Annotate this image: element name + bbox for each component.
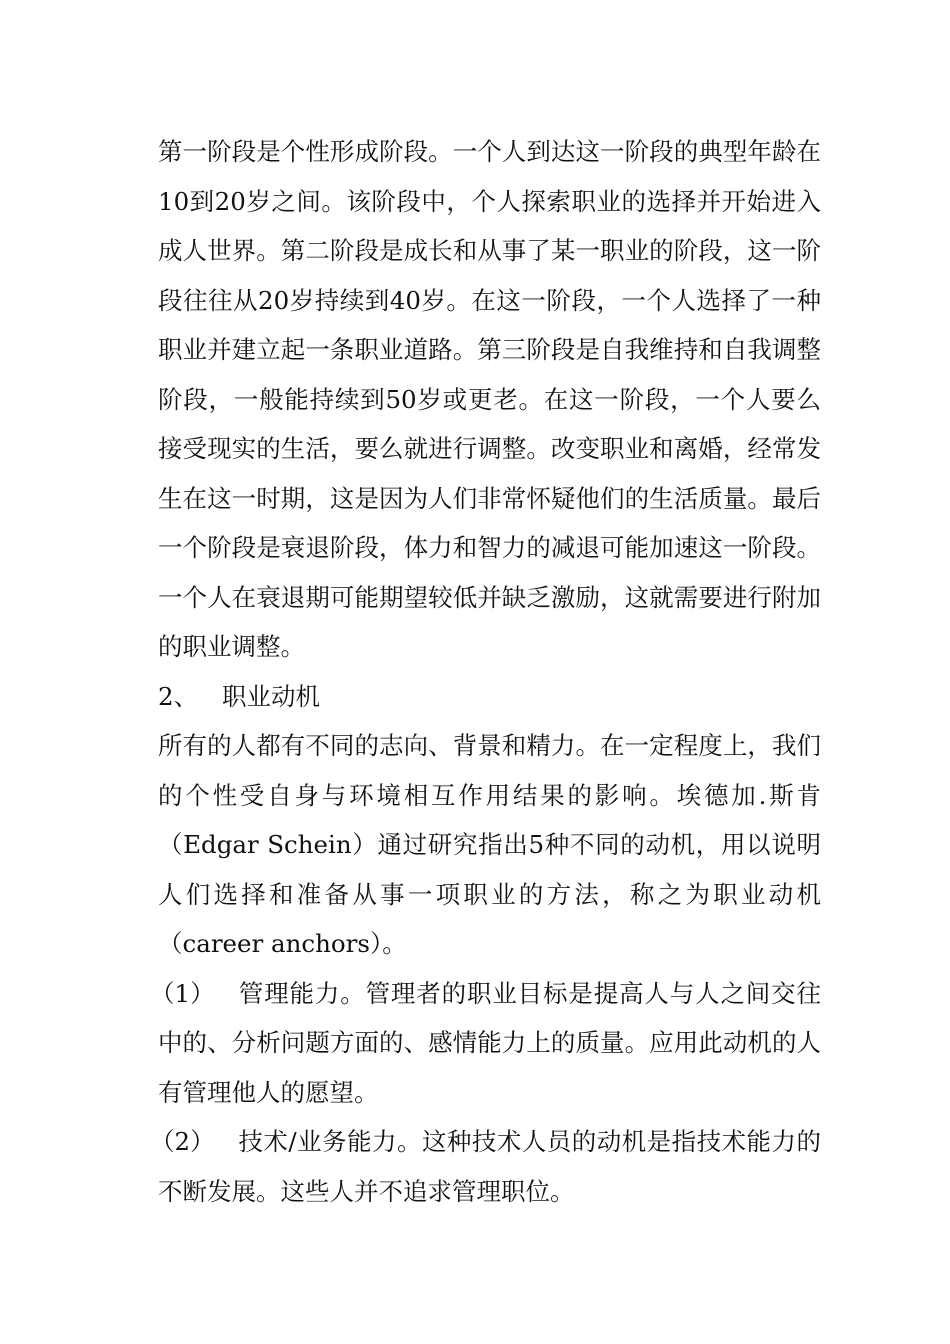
paragraph-career-anchors: 所有的人都有不同的志向、背景和精力。在一定程度上，我们的个性受自身与环境相互作用结果的影响。埃德加.斯肯（Edgar Schein）通过研究指出5种不同的动机，用以说明人们选择和准备从事一项职业的方法，称之为职业动机（career anchors）。 (158, 731, 821, 958)
list-item-marker: （2） (150, 1127, 215, 1156)
paragraph-career-stages: 第一阶段是个性形成阶段。一个人到达这一阶段的典型年龄在10到20岁之间。该阶段中，个人探索职业的选择并开始进入成人世界。第二阶段是成长和从事了某一职业的阶段，这一阶段往往从20岁持续到40岁。在这一阶段，一个人选择了一种职业并建立起一条职业道路。第三阶段是自我维持和自我调整阶段，一般能持续到50岁或更老。在这一阶段，一个人要么接受现实的生活，要么就进行调整。改变职业和离婚，经常发生在这一时期，这是因为人们非常怀疑他们的生活质量。最后一个阶段是衰退阶段，体力和智力的减退可能加速这一阶段。一个人在衰退期可能期望较低并缺乏激励，这就需要进行附加的职业调整。 (158, 137, 821, 661)
document-body (150, 127, 821, 1216)
list-item-marker: （1） (150, 978, 215, 1008)
section-number: 2、 (158, 681, 199, 711)
list-item-text: 技术/业务能力。这种技术人员的动机是指技术能力的不断发展。这些人并不追求管理职位。 (158, 1127, 821, 1206)
section-heading-career-motivation (158, 672, 821, 722)
list-item-management-competence (150, 969, 821, 1118)
list-item-technical-competence (150, 1117, 821, 1216)
section-title: 职业动机 (222, 681, 320, 711)
list-item-text: 管理能力。管理者的职业目标是提高人与人之间交往中的、分析问题方面的、感情能力上的质量。应用此动机的人有管理他人的愿望。 (158, 978, 821, 1107)
